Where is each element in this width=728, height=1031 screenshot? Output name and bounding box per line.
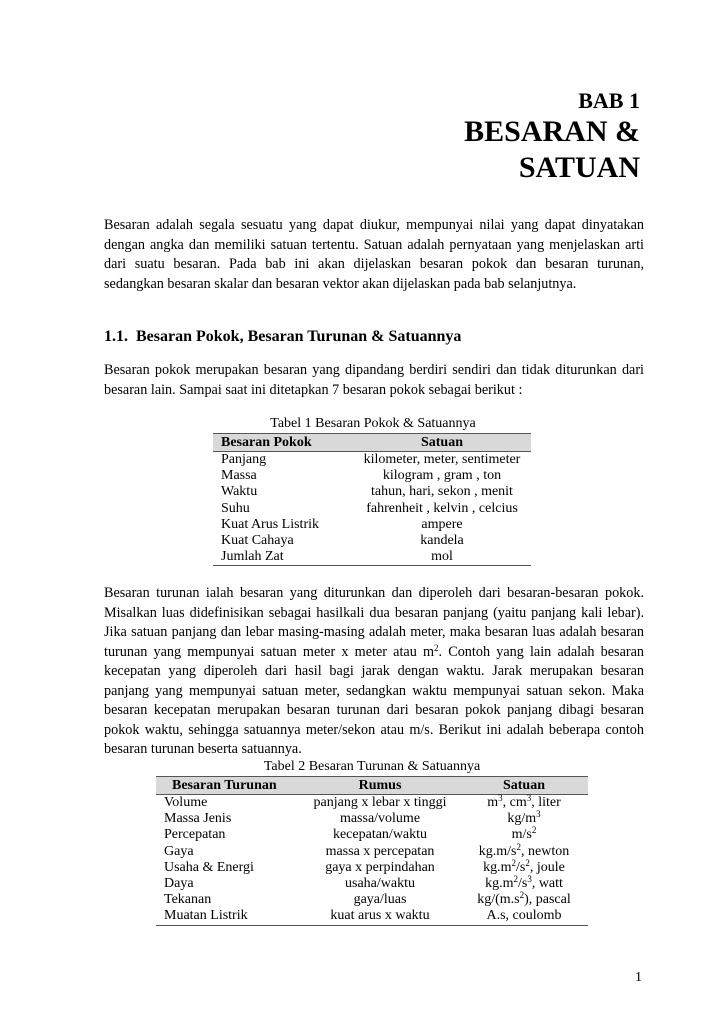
table-besaran-pokok <box>213 433 531 566</box>
unit-text: , watt <box>531 876 563 892</box>
table-header-row <box>213 434 531 452</box>
table-row <box>156 860 588 876</box>
cell-besaran: Usaha & Energi <box>164 859 254 875</box>
cell-satuan <box>460 811 588 827</box>
unit-text: kg.m <box>483 859 512 875</box>
cell-rumus: massa/volume <box>339 811 421 827</box>
cell-besaran: Jumlah Zat <box>213 549 353 566</box>
cell-besaran: Tekanan <box>164 892 212 908</box>
superscript: 2 <box>434 642 439 653</box>
table-row <box>156 844 588 860</box>
unit-text: /s <box>516 859 526 875</box>
unit-text: ), pascal <box>524 892 571 908</box>
cell-satuan: mol <box>353 549 531 566</box>
table-header-row <box>156 777 588 795</box>
cell-rumus: kecepatan/waktu <box>332 827 428 843</box>
cell-besaran: Muatan Listrik <box>156 908 300 925</box>
cell-satuan <box>460 827 588 843</box>
page-number: 1 <box>635 970 642 985</box>
cell-satuan <box>460 841 588 860</box>
cell-besaran: Kuat Arus Listrik <box>221 516 319 532</box>
cell-besaran: Kuat Cahaya <box>221 533 294 549</box>
superscript: 3 <box>498 793 503 803</box>
cell-rumus: gaya x perpindahan <box>325 859 435 875</box>
section-number: 1.1. <box>104 328 128 345</box>
turunan-text-part1: Besaran turunan ialah besaran yang diturunkan dan diperoleh dari besaran-besaran pokok. Misalkan luas didefinisikan sebagai hasilkali dua besaran panjang (yaitu panjang kali lebar). Jika satuan panjang dan lebar masing-masing adalah meter, maka besaran luas adalah besaran turunan yang mempunyai satuan meter x meter atau m <box>104 585 644 660</box>
table-row <box>156 811 588 827</box>
cell-besaran: Massa <box>221 468 257 484</box>
cell-besaran: Waktu <box>221 484 258 500</box>
table-row <box>213 501 531 517</box>
cell-satuan: tahun, hari, sekon , menit <box>371 484 513 500</box>
table-header-rumus: Rumus <box>300 777 460 795</box>
superscript: 3 <box>527 874 532 885</box>
chapter-heading <box>464 88 640 186</box>
cell-satuan: kilometer, meter, sentimeter <box>363 452 521 467</box>
section-title: Besaran Pokok, Besaran Turunan & Satuannya <box>136 328 462 345</box>
intro-paragraph: Besaran adalah segala sesuatu yang dapat diukur, mempunyai nilai yang dapat dinyatakan dengan angka dan memiliki satuan tertentu. Satuan adalah pernyataan yang menjelaskan arti dari suatu besaran. Pada bab ini akan dijelaskan besaran pokok dan besaran turunan, sedangkan besaran skalar dan besaran vektor akan dijelaskan pada bab selanjutnya. <box>104 217 644 292</box>
cell-besaran: Gaya <box>164 843 194 859</box>
table-row <box>156 892 588 908</box>
cell-rumus: panjang x lebar x tinggi <box>313 795 447 810</box>
cell-rumus: usaha/waktu <box>345 876 415 892</box>
table-header-besaran-pokok: Besaran Pokok <box>213 434 353 452</box>
superscript: 3 <box>526 793 532 803</box>
unit-text: , joule <box>529 859 565 875</box>
table2-caption: Tabel 2 Besaran Turunan & Satuannya <box>263 759 481 774</box>
cell-satuan: ampere <box>421 516 463 532</box>
cell-satuan: kandela <box>420 533 464 549</box>
table-row <box>213 517 531 533</box>
cell-satuan <box>460 892 588 908</box>
superscript: 2 <box>513 874 518 885</box>
unit-text: , cm <box>502 795 527 810</box>
cell-satuan: fahrenheit , kelvin , celcius <box>366 500 518 516</box>
unit-text: kg/m <box>507 811 537 827</box>
cell-besaran: Volume <box>164 795 208 810</box>
cell-satuan: kilogram , gram , ton <box>382 468 502 484</box>
table-row <box>156 908 588 925</box>
turunan-text-part2: . Contoh yang lain adalah besaran kecepatan yang diperoleh dari hasil bagi jarak dengan waktu. Jarak merupakan besaran panjang yang mempunyai satuan meter, sedangkan waktu mempunyai satuan sekon. Maka besaran kecepatan merupakan besaran turunan dari besaran pokok panjang dibagi besaran pokok waktu, sehingga satuannya meter/sekon atau m/s. Berikut ini adalah beberapa contoh besaran turunan beserta satuannya. <box>104 643 644 757</box>
table1-caption: Tabel 1 Besaran Pokok & Satuannya <box>270 416 476 431</box>
table-row <box>213 549 531 566</box>
unit-text: A.s, coulomb <box>486 908 562 924</box>
table-row <box>213 533 531 549</box>
cell-besaran: Massa Jenis <box>164 811 232 827</box>
cell-rumus: massa x percepatan <box>325 843 435 859</box>
section-heading <box>104 327 461 347</box>
cell-rumus: gaya/luas <box>353 892 407 908</box>
unit-text: kg/(m.s <box>477 892 520 908</box>
table-row <box>213 468 531 484</box>
cell-rumus: kuat arus x waktu <box>300 908 460 925</box>
chapter-title-line2: SATUAN <box>518 151 640 184</box>
unit-text: m/s <box>511 827 532 843</box>
unit-text: , newton <box>521 843 570 859</box>
table-besaran-turunan <box>156 776 588 926</box>
superscript: 3 <box>536 809 541 820</box>
table-header-satuan: Satuan <box>353 434 531 452</box>
unit-text: /s <box>517 876 528 892</box>
superscript: 2 <box>516 841 521 852</box>
table-row <box>156 827 588 843</box>
cell-besaran: Suhu <box>221 500 250 516</box>
pokok-paragraph: Besaran pokok merupakan besaran yang dipandang berdiri sendiri dan tidak diturunkan dari besaran lain. Sampai saat ini ditetapkan 7 besaran pokok sebagai berikut : <box>104 362 644 398</box>
cell-satuan <box>460 857 588 876</box>
cell-besaran: Daya <box>164 876 194 892</box>
chapter-label: BAB 1 <box>578 88 640 113</box>
cell-besaran: Panjang <box>221 452 267 467</box>
table-row <box>213 452 531 469</box>
superscript: 2 <box>525 857 530 868</box>
table-row <box>213 484 531 500</box>
superscript: 2 <box>511 857 517 868</box>
cell-satuan <box>460 795 588 812</box>
superscript: 2 <box>531 825 537 836</box>
chapter-title-line1: BESARAN & <box>464 115 640 148</box>
table-header-satuan: Satuan <box>460 777 588 795</box>
unit-text: , liter <box>531 795 561 810</box>
unit-text: m <box>487 795 499 810</box>
turunan-paragraph <box>104 584 644 760</box>
cell-satuan <box>460 908 588 925</box>
table-header-besaran-turunan: Besaran Turunan <box>156 777 300 795</box>
unit-text: kg.m <box>485 876 514 892</box>
table-row <box>156 795 588 812</box>
cell-besaran: Percepatan <box>164 827 226 843</box>
superscript: 2 <box>519 890 525 901</box>
unit-text: kg.m/s <box>478 843 517 859</box>
